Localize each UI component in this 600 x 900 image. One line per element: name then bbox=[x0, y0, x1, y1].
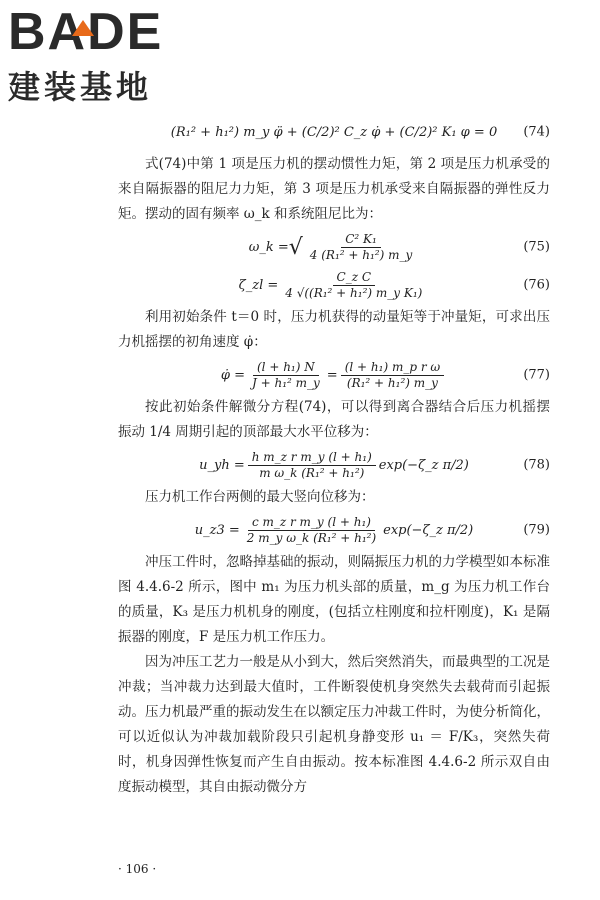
paragraph-1: 式(74)中第 1 项是压力机的摆动惯性力矩，第 2 项是压力机承受的来自隔振器的阻尼力力矩，第 3 项是压力机承受来自隔振器的弹性反力矩。摆动的固有频率 ω_k 和系统阻尼比为： bbox=[118, 156, 550, 222]
eq77-lhs: φ̇ = bbox=[220, 367, 245, 383]
eq75-denominator: 4 (R₁² + h₁²) m_y bbox=[309, 247, 413, 262]
eq76-denominator: 4 √((R₁² + h₁²) m_y K₁) bbox=[285, 285, 423, 300]
logo-triangle-icon bbox=[72, 20, 94, 36]
eq79-denominator: 2 m_y ω_k (R₁² + h₁²) bbox=[246, 530, 377, 545]
eq79-numerator: c m_z r m_y (l + h₁) bbox=[248, 515, 375, 531]
eq78-number: (78) bbox=[523, 457, 550, 473]
eq77-fraction-2 bbox=[341, 360, 444, 391]
equation-78 bbox=[118, 447, 550, 483]
eq77-number: (77) bbox=[523, 367, 550, 383]
eq78-lhs: u_yh = bbox=[199, 457, 245, 473]
paragraph-4: 压力机工作台两侧的最大竖向位移为： bbox=[145, 489, 375, 505]
eq78-numerator: h m_z r m_y (l + h₁) bbox=[248, 450, 376, 466]
equation-74 bbox=[118, 114, 550, 150]
eq77-numerator-1: (l + h₁) N bbox=[253, 360, 319, 376]
equation-76 bbox=[118, 267, 550, 303]
equation-77 bbox=[118, 357, 550, 393]
eq76-number: (76) bbox=[523, 277, 550, 293]
eq76-lhs: ζ_zl = bbox=[238, 277, 279, 293]
paragraph-3: 按此初始条件解微分方程(74)，可以得到离合器结合后压力机摇摆振动 1/4 周期引起的顶部最大水平位移为： bbox=[118, 399, 550, 440]
paragraph-5: 冲压工件时，忽略掉基础的振动，则隔振压力机的力学模型如本标准图 4.4.6-2 所示，图中 m₁ 为压力机头部的质量，m_g 为压力机工作台的质量，K₃ 是压力机机身的刚度，(包括立柱刚度和拉杆刚度)，K₁ 是隔振器的刚度，F 是压力机工作压力。 bbox=[118, 554, 550, 645]
eq78-fraction bbox=[248, 450, 376, 481]
eq75-number: (75) bbox=[523, 239, 550, 255]
eq75-numerator: C² K₁ bbox=[341, 232, 381, 248]
eq77-numerator-2: (l + h₁) m_p r ω bbox=[341, 360, 444, 376]
logo-brand: BADE bbox=[8, 3, 164, 61]
page-number: · 106 · bbox=[118, 862, 157, 876]
eq79-number: (79) bbox=[523, 522, 550, 538]
page-content bbox=[118, 112, 550, 800]
eq77-fraction-1 bbox=[248, 360, 324, 391]
eq78-exp-term: exp(−ζ_z π/2) bbox=[378, 457, 469, 473]
eq75-lhs: ω_k = bbox=[248, 239, 289, 255]
eq79-fraction bbox=[243, 515, 380, 546]
eq77-denominator-2: (R₁² + h₁²) m_y bbox=[346, 375, 438, 390]
eq74-expression: (R₁² + h₁²) m_y φ̈ + (C/2)² C_z φ̇ + (C/2)² K₁ φ = 0 bbox=[170, 124, 498, 140]
equation-79 bbox=[118, 512, 550, 548]
logo-subtitle: 建装基地 bbox=[8, 68, 153, 106]
eq78-denominator: m ω_k (R₁² + h₁²) bbox=[259, 465, 365, 480]
sqrt-sign-icon: √ bbox=[288, 234, 303, 260]
eq77-denominator-1: J + h₁² m_y bbox=[251, 375, 320, 390]
bade-logo bbox=[8, 3, 164, 108]
eq75-fraction bbox=[306, 232, 416, 263]
eq74-number: (74) bbox=[523, 124, 550, 140]
paragraph-2: 利用初始条件 t＝0 时，压力机获得的动量矩等于冲量矩，可求出压力机摇摆的初角速度 φ̇： bbox=[118, 309, 550, 350]
eq77-equals: = bbox=[326, 367, 338, 383]
eq79-lhs: u_z3 = bbox=[194, 522, 240, 538]
equation-75 bbox=[118, 229, 550, 265]
paragraph-6: 因为冲压工艺力一般是从小到大，然后突然消失，而最典型的工况是冲裁；当冲裁力达到最大值时，工件断裂使机身突然失去载荷而引起振动。压力机最严重的振动发生在以额定压力冲裁工件时，为使分析简化，可以近似认为冲裁加载阶段只引起机身静变形 u₁ ＝ F/K₃，突然失荷时，机身因弹性恢复而产生自由振动。按本标准图 4.4.6-2 所示双自由度振动模型，其自由振动微分方 bbox=[118, 654, 550, 795]
eq76-fraction bbox=[281, 270, 426, 301]
eq79-exp-term: exp(−ζ_z π/2) bbox=[383, 522, 474, 538]
eq76-numerator: C_z C bbox=[333, 270, 376, 286]
